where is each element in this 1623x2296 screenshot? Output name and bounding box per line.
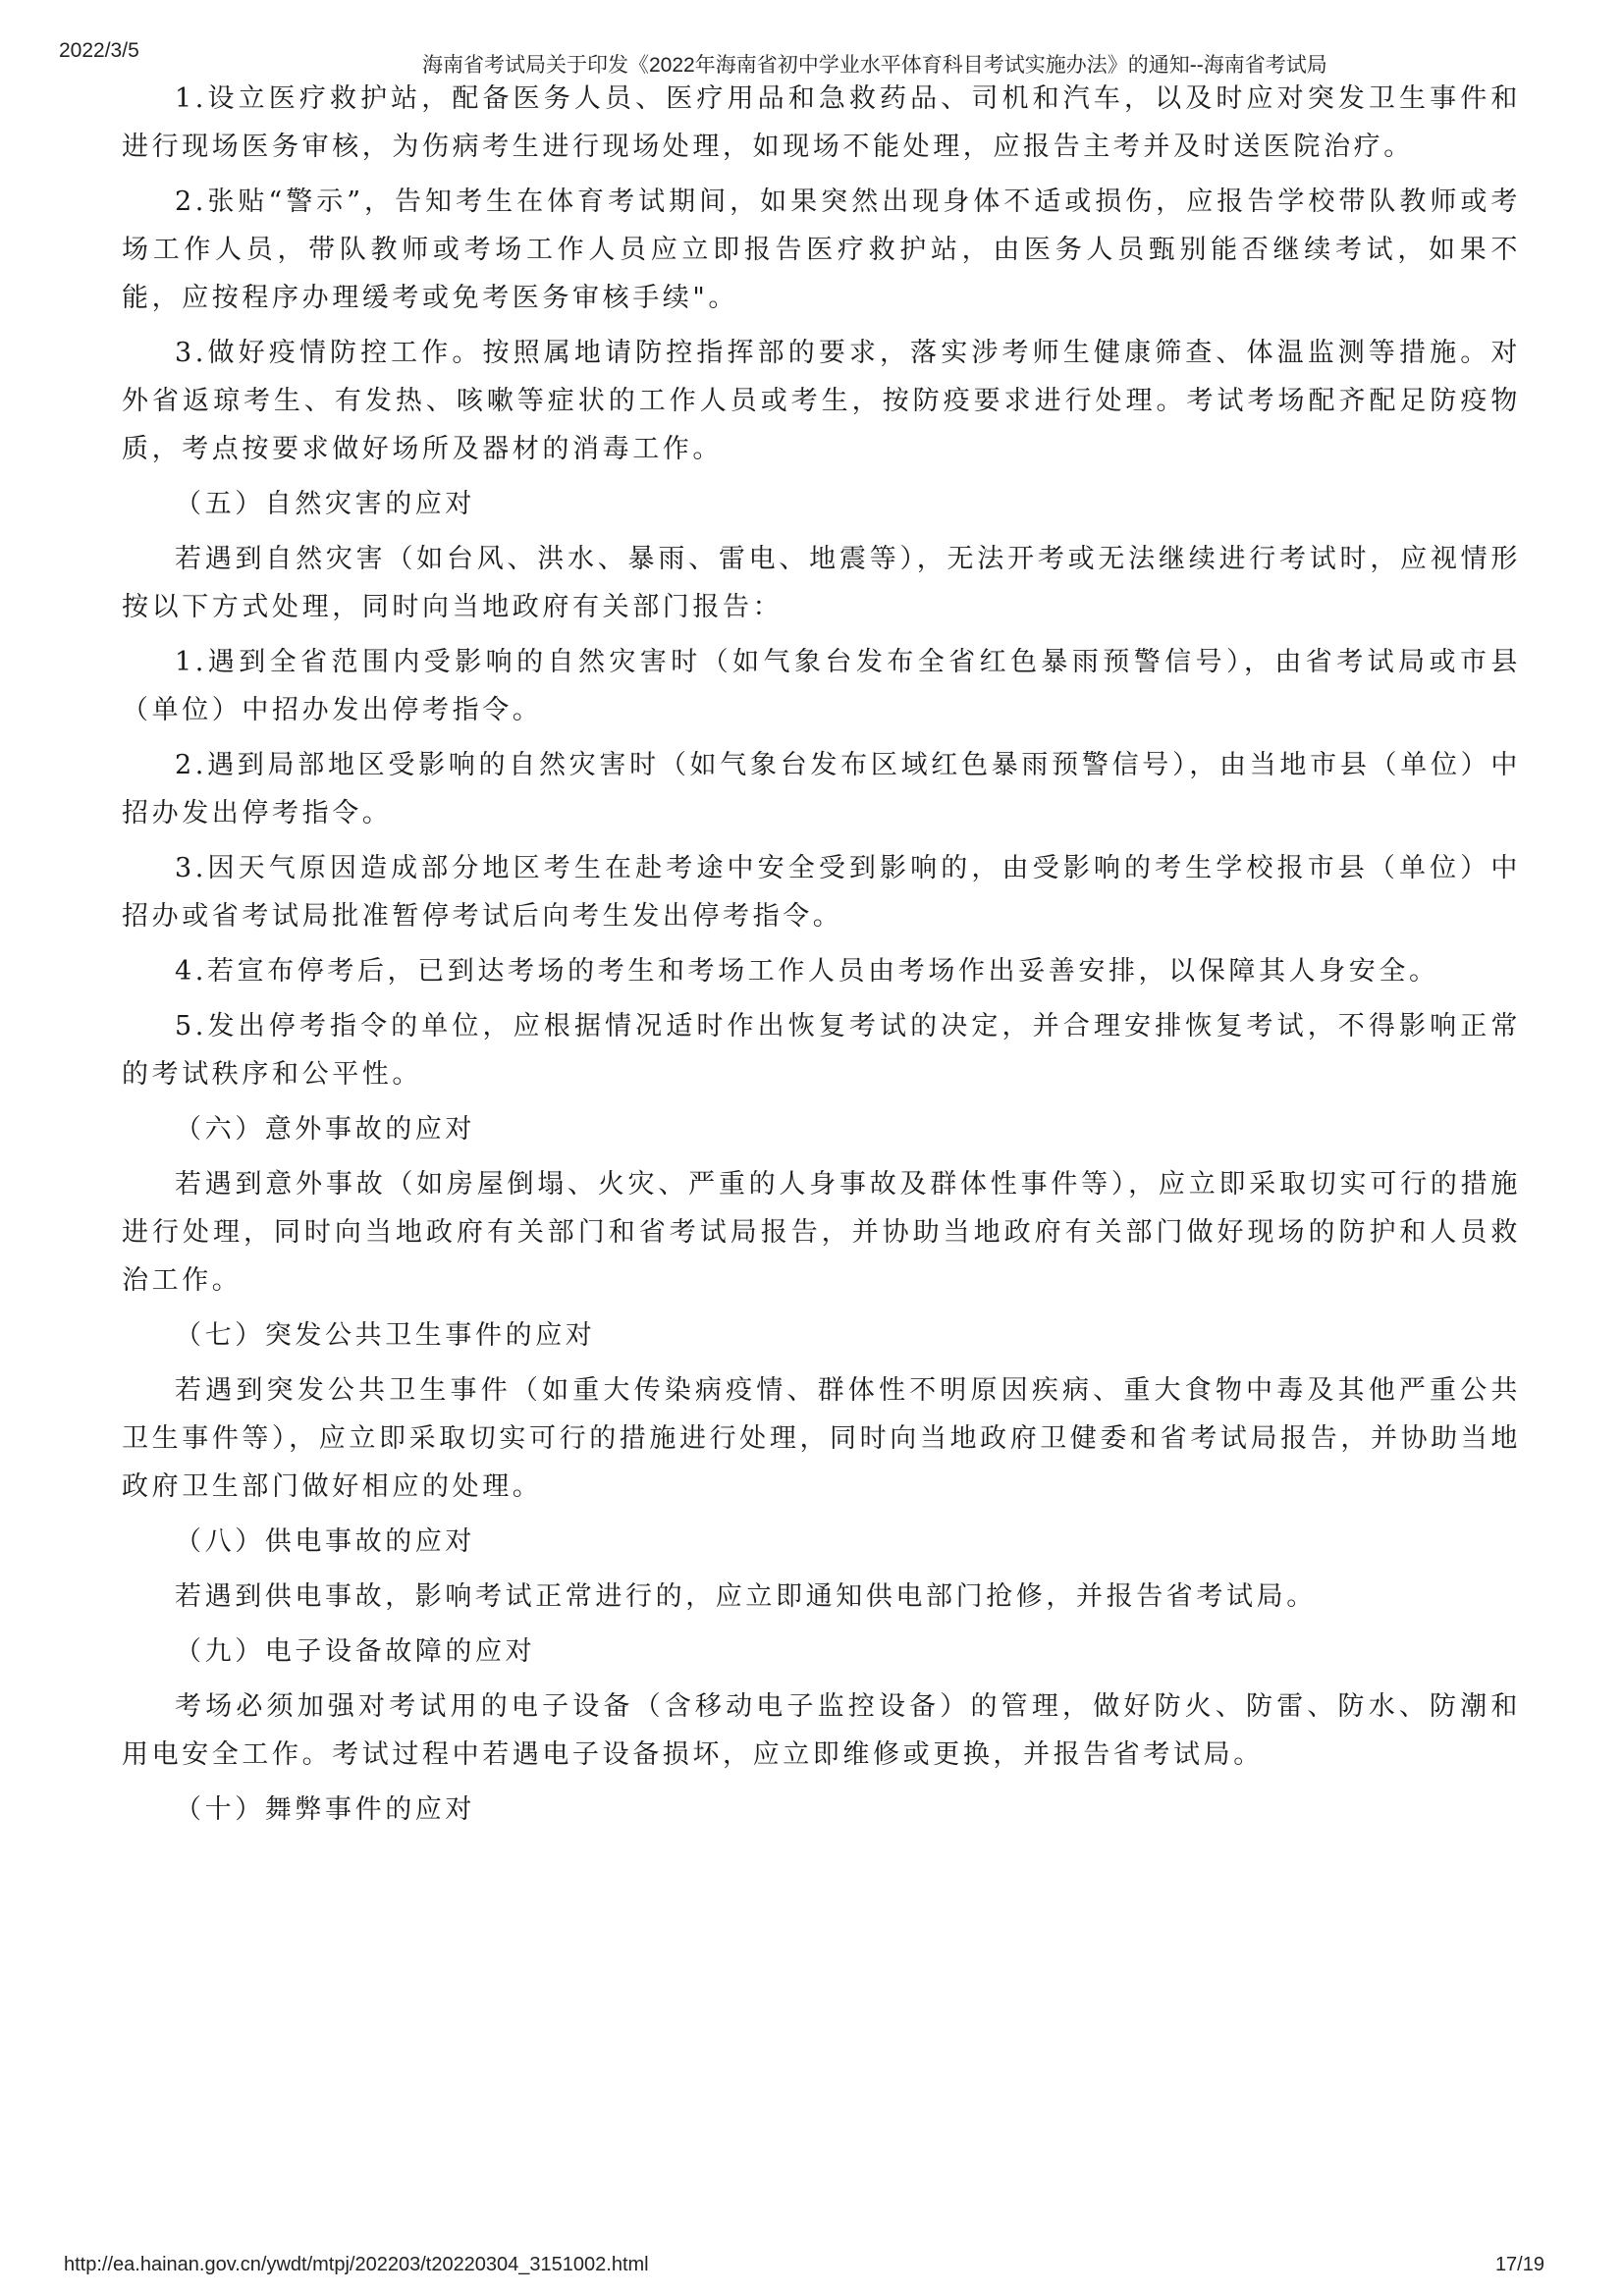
paragraph-disaster-local: 2.遇到局部地区受影响的自然灾害时（如气象台发布区域红色暴雨预警信号），由当地市县（单位）中招办发出停考指令。	[122, 750, 1521, 828]
page-header	[59, 26, 1564, 77]
paragraph-accident: 若遇到意外事故（如房屋倒塌、火灾、严重的人身事故及群体性事件等），应立即采取切实可行的措施进行处理，同时向当地政府有关部门和省考试局报告，并协助当地政府有关部门做好现场的防护和人员救治工作。	[122, 1169, 1521, 1296]
section-heading-accident: （六）意外事故的应对	[175, 1114, 475, 1145]
source-url[interactable]: http://ea.hainan.gov.cn/ywdt/mtpj/202203/t20220304_3151002.html	[64, 2254, 649, 2275]
page-title: 海南省考试局关于印发《2022年海南省初中学业水平体育科目考试实施办法》的通知--海南省考试局	[422, 54, 1327, 77]
paragraph-power-failure: 若遇到供电事故，影响考试正常进行的，应立即通知供电部门抢修，并报告省考试局。	[175, 1581, 1317, 1612]
paragraph-equipment-failure: 考场必须加强对考试用的电子设备（含移动电子监控设备）的管理，做好防火、防雷、防水、防潮和用电安全工作。考试过程中若遇电子设备损坏，应立即维修或更换，并报告省考试局。	[122, 1691, 1521, 1770]
paragraph-natural-disaster-intro: 若遇到自然灾害（如台风、洪水、暴雨、雷电、地震等），无法开考或无法继续进行考试时，应视情形按以下方式处理，同时向当地政府有关部门报告：	[122, 544, 1521, 622]
paragraph-disaster-weather: 3.因天气原因造成部分地区考生在赴考途中安全受到影响的，由受影响的考生学校报市县（单位）中招办或省考试局批准暂停考试后向考生发出停考指令。	[122, 853, 1521, 932]
page-footer	[64, 2254, 1564, 2283]
paragraph-medical-station: 1.设立医疗救护站，配备医务人员、医疗用品和急救药品、司机和汽车，以及时应对突发卫生事件和进行现场医务审核，为伤病考生进行现场处理，如现场不能处理，应报告主考并及时送医院治疗。	[122, 83, 1521, 162]
section-heading-power-failure: （八）供电事故的应对	[175, 1526, 475, 1557]
paragraph-warning-notice: 2.张贴“警示”，告知考生在体育考试期间，如果突然出现身体不适或损伤，应报告学校带队教师或考场工作人员，带队教师或考场工作人员应立即报告医疗救护站，由医务人员甄别能否继续考试，如果不能，应按程序办理缓考或免考医务审核手续"。	[122, 187, 1521, 313]
section-heading-public-health: （七）突发公共卫生事件的应对	[175, 1320, 596, 1351]
paragraph-disaster-province: 1.遇到全省范围内受影响的自然灾害时（如气象台发布全省红色暴雨预警信号），由省考试局或市县（单位）中招办发出停考指令。	[122, 647, 1521, 725]
section-heading-cheating: （十）舞弊事件的应对	[175, 1794, 475, 1825]
section-heading-natural-disaster: （五）自然灾害的应对	[175, 489, 475, 519]
document-body	[122, 75, 1521, 1841]
paragraph-disaster-safety: 4.若宣布停考后，已到达考场的考生和考场工作人员由考场作出妥善安排，以保障其人身安全。	[175, 956, 1439, 987]
section-heading-equipment-failure: （九）电子设备故障的应对	[175, 1636, 536, 1667]
paragraph-disaster-resume: 5.发出停考指令的单位，应根据情况适时作出恢复考试的决定，并合理安排恢复考试，不得影响正常的考试秩序和公平性。	[122, 1011, 1521, 1090]
paragraph-public-health: 若遇到突发公共卫生事件（如重大传染病疫情、群体性不明原因疾病、重大食物中毒及其他严重公共卫生事件等），应立即采取切实可行的措施进行处理，同时向当地政府卫健委和省考试局报告，并协助当地政府卫生部门做好相应的处理。	[122, 1375, 1521, 1502]
paragraph-epidemic-control: 3.做好疫情防控工作。按照属地请防控指挥部的要求，落实涉考师生健康筛查、体温监测等措施。对外省返琼考生、有发热、咳嗽等症状的工作人员或考生，按防疫要求进行处理。考试考场配齐配足防疫物质，考点按要求做好场所及器材的消毒工作。	[122, 338, 1521, 464]
page-number: 17/19	[1494, 2254, 1544, 2275]
print-date: 2022/3/5	[59, 39, 139, 62]
